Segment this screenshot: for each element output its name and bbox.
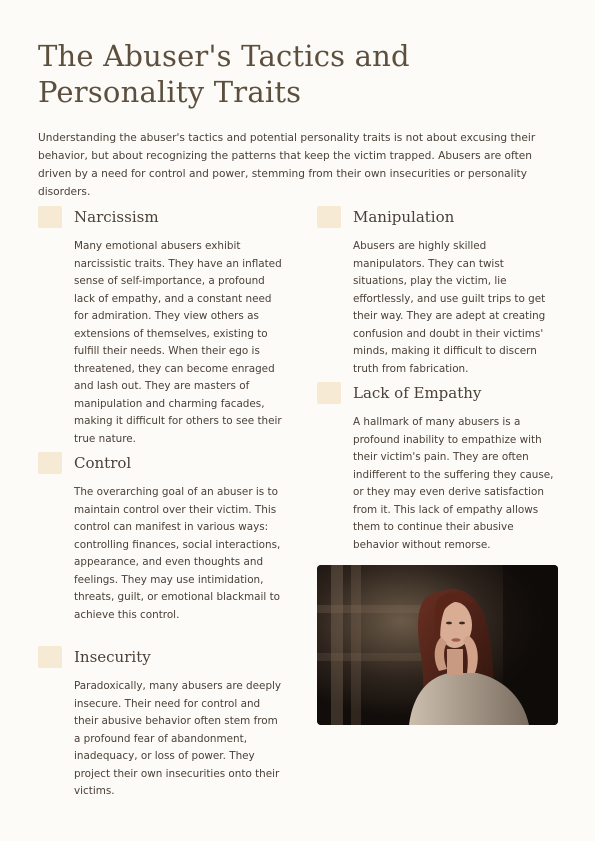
section-header [38, 206, 278, 228]
section-narcissism [38, 206, 282, 448]
section-body: Abusers are highly skilled manipulators. They can twist situations, play the victim, lie effortlessly, and use guilt trips to get their way. They are adept at creating confusion and doubt in their victims' minds, making it difficult to discern truth from fabrication. [353, 240, 546, 375]
section-body: A hallmark of many abusers is a profound inability to empathize with their victim's pain. They are often indifferent to the suffering they cause, or they may even derive satisfaction from it. This lack of empathy allows them to continue their abusive behavior without remorse. [353, 416, 554, 551]
section-marker-icon [38, 206, 62, 228]
section-title: Narcissism [74, 208, 159, 226]
intro-paragraph: Understanding the abuser's tactics and potential personality traits is not about excusing their behavior, but about recognizing the patterns that keep the victim trapped. Abusers are often driven by a need for control and power, stemming from their own insecurities or personality disorders. [38, 132, 536, 198]
section-title: Insecurity [74, 648, 151, 666]
section-marker-icon [38, 646, 62, 668]
section-title: Lack of Empathy [353, 384, 482, 402]
woman-portrait-photo [317, 565, 558, 725]
section-header [317, 382, 557, 404]
section-marker-icon [38, 452, 62, 474]
section-body: Many emotional abusers exhibit narcissistic traits. They have an inflated sense of self-importance, a profound lack of empathy, and a constant need for admiration. They view others as extensions of themselves, existing to fulfill their needs. When their ego is threatened, they can become enraged and lash out. They are masters of manipulation and charming facades, making it difficult for others to see their true nature. [74, 240, 282, 445]
section-header [317, 206, 557, 228]
section-header [38, 452, 278, 474]
section-control [38, 452, 281, 624]
section-marker-icon [317, 382, 341, 404]
section-manipulation [317, 206, 557, 378]
page-title: The Abuser's Tactics and Personality Traits [38, 39, 410, 109]
page [38, 0, 558, 841]
section-body: The overarching goal of an abuser is to maintain control over their victim. This control can manifest in various ways: controlling finances, social interactions, appearance, and even thoughts and feelings. They may use intimidation, threats, guilt, or emotional blackmail to achieve this control. [74, 486, 281, 621]
section-title: Control [74, 454, 132, 472]
section-body: Paradoxically, many abusers are deeply insecure. Their need for control and their abusive behavior often stem from a profound fear of abandonment, inadequacy, or loss of power. They project their own insecurities onto their victims. [74, 680, 282, 797]
section-insecurity [38, 646, 282, 801]
section-title: Manipulation [353, 208, 455, 226]
section-lack-of-empathy [317, 382, 557, 554]
section-marker-icon [317, 206, 341, 228]
section-header [38, 646, 278, 668]
photo-illustration [317, 565, 558, 725]
